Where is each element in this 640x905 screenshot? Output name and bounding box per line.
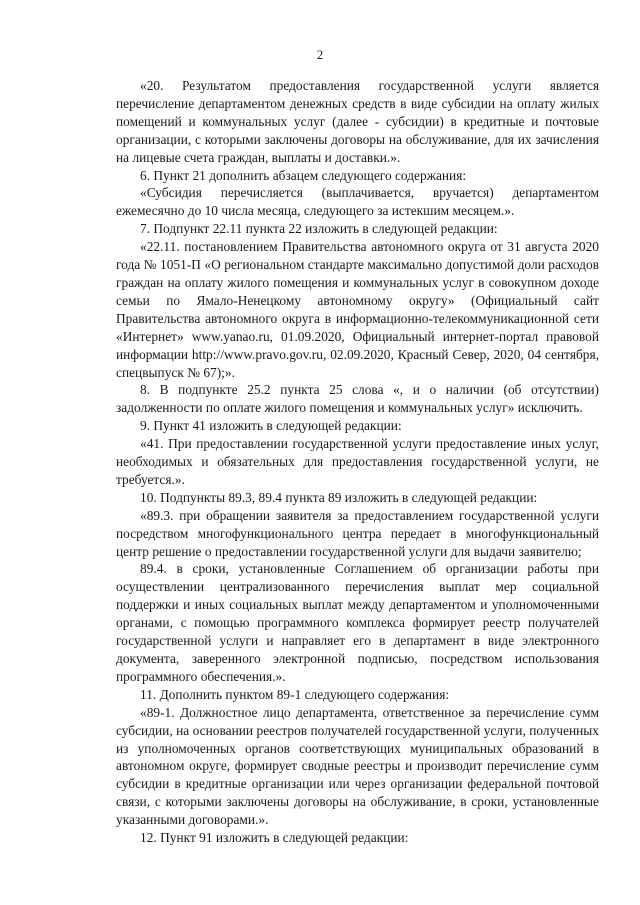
paragraph-amendment-8: 8. В подпункте 25.2 пункта 25 слова «, и о наличии (об отсутствии) задолженности по оплате жилого помещения и коммунальных услуг» исключить. <box>116 382 599 416</box>
page-number: 2 <box>316 47 324 62</box>
paragraph-subitem-22-11: «22.11. постановлением Правительства автономного округа от 31 августа 2020 года № 1051-П «О региональном стандарте максимально допустимой доли расходов граждан на оплату жилого помещения и коммунальных услуг в совокупном доходе семьи по Ямало-Ненецкому автономному округу» (Официальный сайт Правительства автономного округа в информационно-телекоммуникационной сети «Интернет» www.yanao.ru, 01.09.2020, Официальный интернет-портал правовой информации http://www.pravo.gov.ru, 02.09.2020, Красный Север, 2020, 04 сентября, спецвыпуск № 67);». <box>116 239 599 380</box>
paragraph-amendment-10: 10. Подпункты 89.3, 89.4 пункта 89 изложить в следующей редакции: <box>140 489 538 505</box>
document-body <box>116 77 599 847</box>
paragraph-amendment-11: 11. Дополнить пунктом 89-1 следующего содержания: <box>140 686 450 702</box>
paragraph-subitem-89-3: «89.3. при обращении заявителя за предоставлением государственной услуги посредством многофункционального центра передает в многофункциональный центр решение о предоставлении государственной услуги для выдачи заявителю; <box>116 507 599 559</box>
paragraph-amendment-9: 9. Пункт 41 изложить в следующей редакции: <box>140 418 402 434</box>
paragraph-subsidy-text: «Субсидия перечисляется (выплачивается, вручается) департаментом ежемесячно до 10 числа месяца, следующего за истекшим месяцем.». <box>116 185 599 219</box>
paragraph-amendment-7: 7. Подпункт 22.11 пункта 22 изложить в следующей редакции: <box>140 221 498 237</box>
paragraph-item-89-1: «89-1. Должностное лицо департамента, ответственное за перечисление сумм субсидии, на основании реестров получателей государственной услуги, полученных из уполномоченных органов соответствующих муниципальных образований в автономном округе, формирует сводные реестры и производит перечисление сумм субсидии в кредитные организации или через организации федеральной почтовой связи, с которыми заключены договоры на обслуживание, в сроки, установленные указанными договорами.». <box>116 704 599 828</box>
paragraph-subitem-89-4: 89.4. в сроки, установленные Соглашением об организации работы при осуществлении централизованного перечисления выплат мер социальной поддержки и иных социальных выплат между департаментом и уполномоченными органами, с помощью программного комплекса формирует реестр получателей государственной услуги и направляет его в департамент в виде электронного документа, заверенного электронной подписью, посредством использования программного обеспечения.». <box>116 561 599 684</box>
paragraph-item-20: «20. Результатом предоставления государственной услуги является перечисление департаментом денежных средств в виде субсидии на оплату жилых помещений и коммунальных услуг (далее - субсидии) в кредитные и почтовые организации, с которыми заключены договоры на обслуживание, для их зачисления на лицевые счета граждан, выплаты и доставки.». <box>116 78 599 165</box>
paragraph-item-41: «41. При предоставлении государственной услуги предоставление иных услуг, необходимых и обязательных для предоставления государственной услуги, не требуется.». <box>116 436 599 487</box>
paragraph-amendment-6: 6. Пункт 21 дополнить абзацем следующего содержания: <box>140 167 467 183</box>
paragraph-amendment-12: 12. Пункт 91 изложить в следующей редакции: <box>140 830 409 846</box>
